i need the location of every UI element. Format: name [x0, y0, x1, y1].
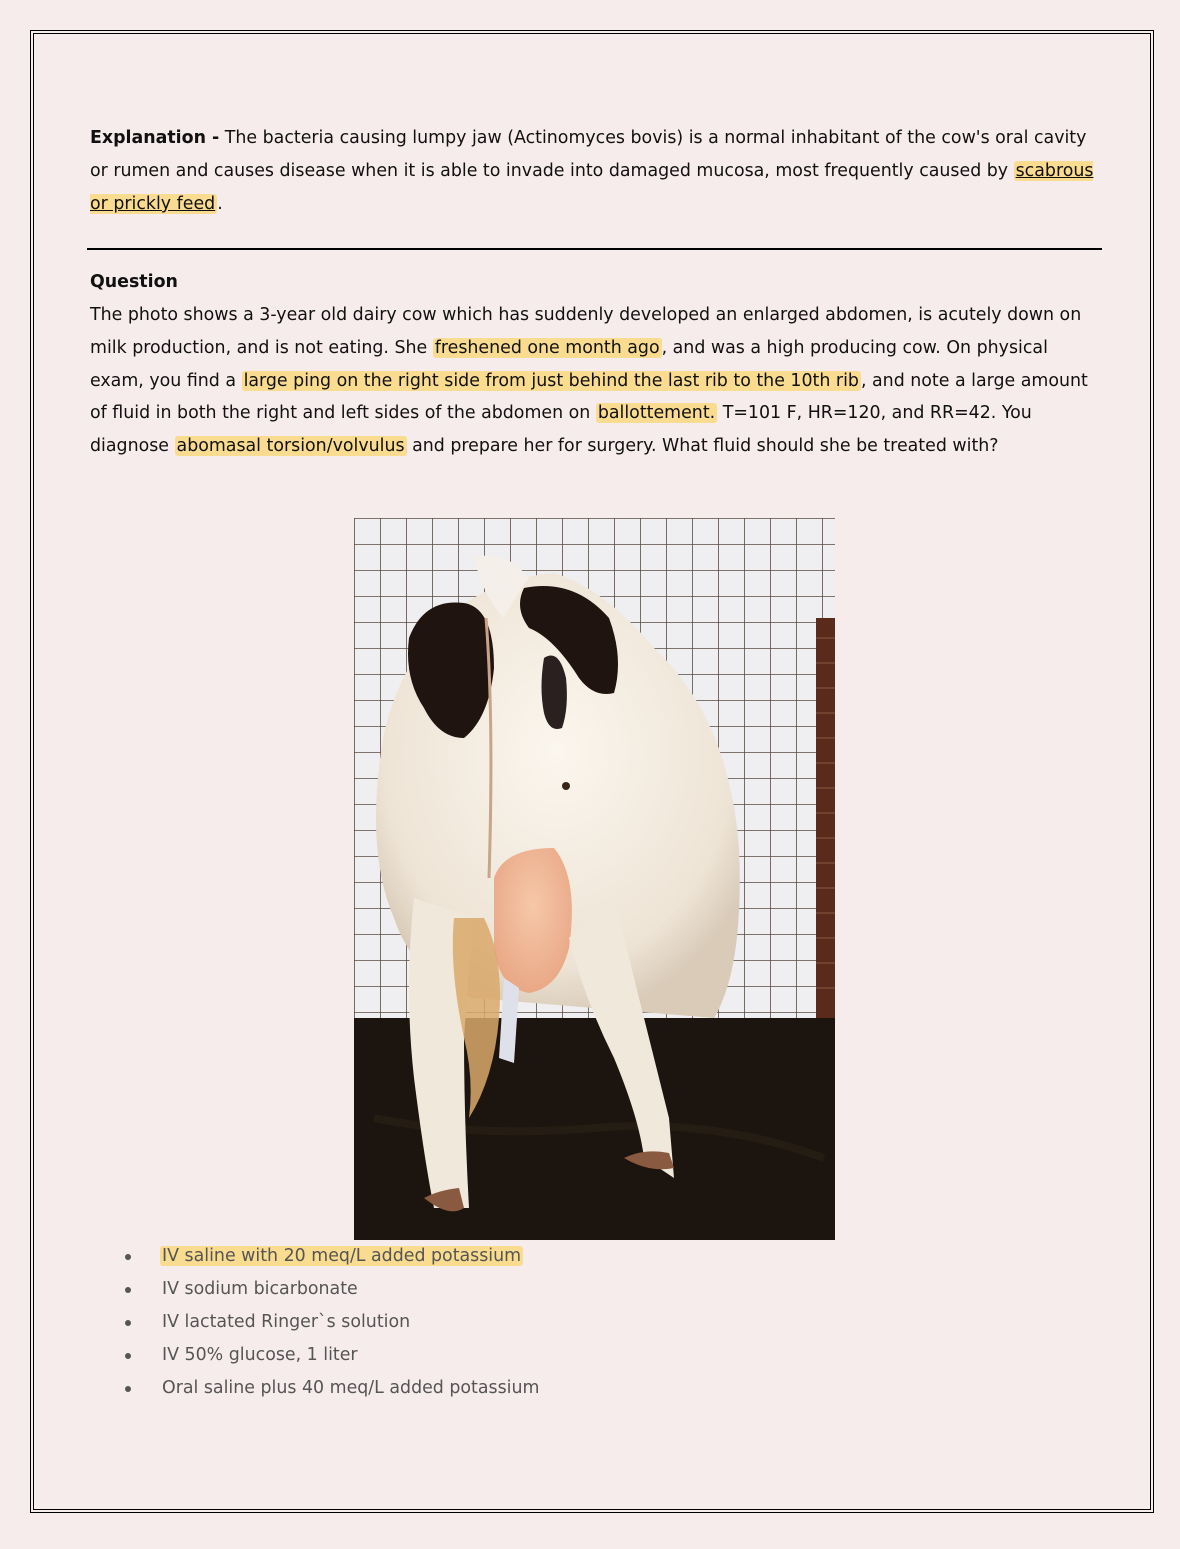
answer-option-1[interactable]	[110, 1240, 539, 1273]
cow-photo	[354, 518, 835, 1240]
answer-text: Oral saline plus 40 meq/L added potassium	[162, 1378, 540, 1398]
explanation-text: The bacteria causing lumpy jaw (Actinomyces bovis) is a normal inhabitant of the cow's oral cavity or rumen and causes disease when it is able to invade into damaged mucosa, most frequently caused by	[90, 128, 1087, 181]
question-segment: , and note a large amount of fluid in both the right and left sides of the abdomen on	[90, 370, 1088, 424]
question-segment: , and was a high producing cow. On physical exam, you find a	[90, 337, 1048, 391]
bullet-icon	[125, 1287, 131, 1293]
explanation-text-end: .	[217, 194, 223, 214]
answer-text: IV lactated Ringer`s solution	[162, 1312, 411, 1332]
answer-text-correct: IV saline with 20 meq/L added potassium	[162, 1246, 522, 1266]
explanation-paragraph	[90, 122, 1105, 221]
explanation-highlight: scabrous or prickly feed	[90, 161, 1094, 214]
bullet-icon	[125, 1254, 131, 1260]
explanation-label: Explanation -	[90, 128, 220, 148]
question-highlight: abomasal torsion/volvulus	[176, 436, 405, 457]
answer-option-3[interactable]	[110, 1306, 539, 1339]
answer-options-list	[110, 1240, 539, 1405]
answer-option-4[interactable]	[110, 1339, 539, 1372]
explanation-section	[90, 122, 1105, 221]
answer-option-2[interactable]	[110, 1273, 539, 1306]
question-highlight: freshened one month ago	[434, 337, 660, 358]
answer-text: IV 50% glucose, 1 liter	[162, 1345, 358, 1365]
question-section	[90, 266, 1105, 463]
question-segment: The photo shows a 3-year old dairy cow which has suddenly developed an enlarged abdomen, is acutely down on milk production, and is not eating. She	[90, 305, 1082, 358]
question-title: Question	[90, 272, 178, 292]
section-divider	[87, 248, 1102, 250]
question-highlight: ballottement.	[597, 403, 716, 424]
bullet-icon	[125, 1320, 131, 1326]
answer-text: IV sodium bicarbonate	[162, 1279, 358, 1299]
bullet-icon	[125, 1386, 131, 1392]
bullet-icon	[125, 1353, 131, 1359]
cow-illustration	[354, 518, 835, 1240]
question-highlight: large ping on the right side from just behind the last rib to the 10th rib	[243, 370, 859, 391]
question-text	[90, 299, 1105, 463]
answer-option-5[interactable]	[110, 1372, 539, 1405]
question-segment: and prepare her for surgery. What fluid should she be treated with?	[406, 436, 999, 457]
question-segment: T=101 F, HR=120, and RR=42. You diagnose	[90, 403, 1032, 457]
